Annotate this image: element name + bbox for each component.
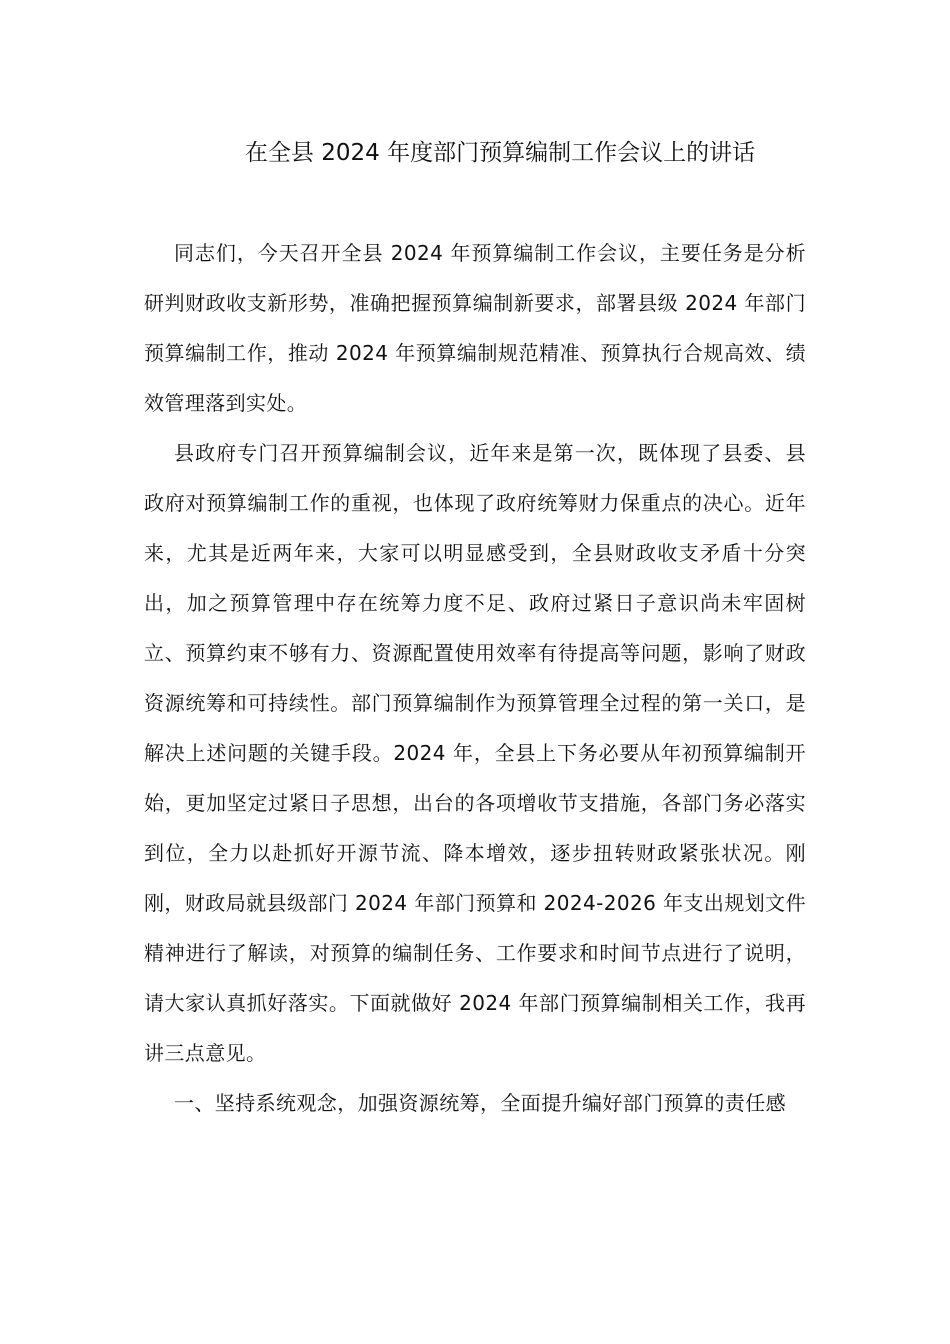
paragraph-opening: 同志们，今天召开全县 2024 年预算编制工作会议，主要任务是分析研判财政收支新形势，准确把握预算编制新要求，部署县级 2024 年部门预算编制工作，推动 2024 年预算编制规范精准、预算执行合规高效、绩效管理落到实处。 xyxy=(144,241,806,415)
document-body xyxy=(144,228,806,1128)
document-title: 在全县 2024 年度部门预算编制工作会议上的讲话 xyxy=(244,140,756,166)
section-heading-one: 一、坚持系统观念，加强资源统筹，全面提升编好部门预算的责任感 xyxy=(174,1091,786,1115)
paragraph-background: 县政府专门召开预算编制会议，近年来是第一次，既体现了县委、县政府对预算编制工作的重视，也体现了政府统筹财力保重点的决心。近年来，尤其是近两年来，大家可以明显感受到，全县财政收支矛盾十分突出，加之预算管理中存在统筹力度不足、政府过紧日子意识尚未牢固树立、预算约束不够有力、资源配置使用效率有待提高等问题，影响了财政资源统筹和可持续性。部门预算编制作为预算管理全过程的第一关口，是解决上述问题的关键手段。2024 年，全县上下务必要从年初预算编制开始，更加坚定过紧日子思想，出台的各项增收节支措施，各部门务必落实到位，全力以赴抓好开源节流、降本增效，逐步扭转财政紧张状况。刚刚，财政局就县级部门 2024 年部门预算和 2024-2026 年支出规划文件精神进行了解读，对预算的编制任务、工作要求和时间节点进行了说明，请大家认真抓好落实。下面就做好 2024 年部门预算编制相关工作，我再讲三点意见。 xyxy=(144,441,806,1065)
